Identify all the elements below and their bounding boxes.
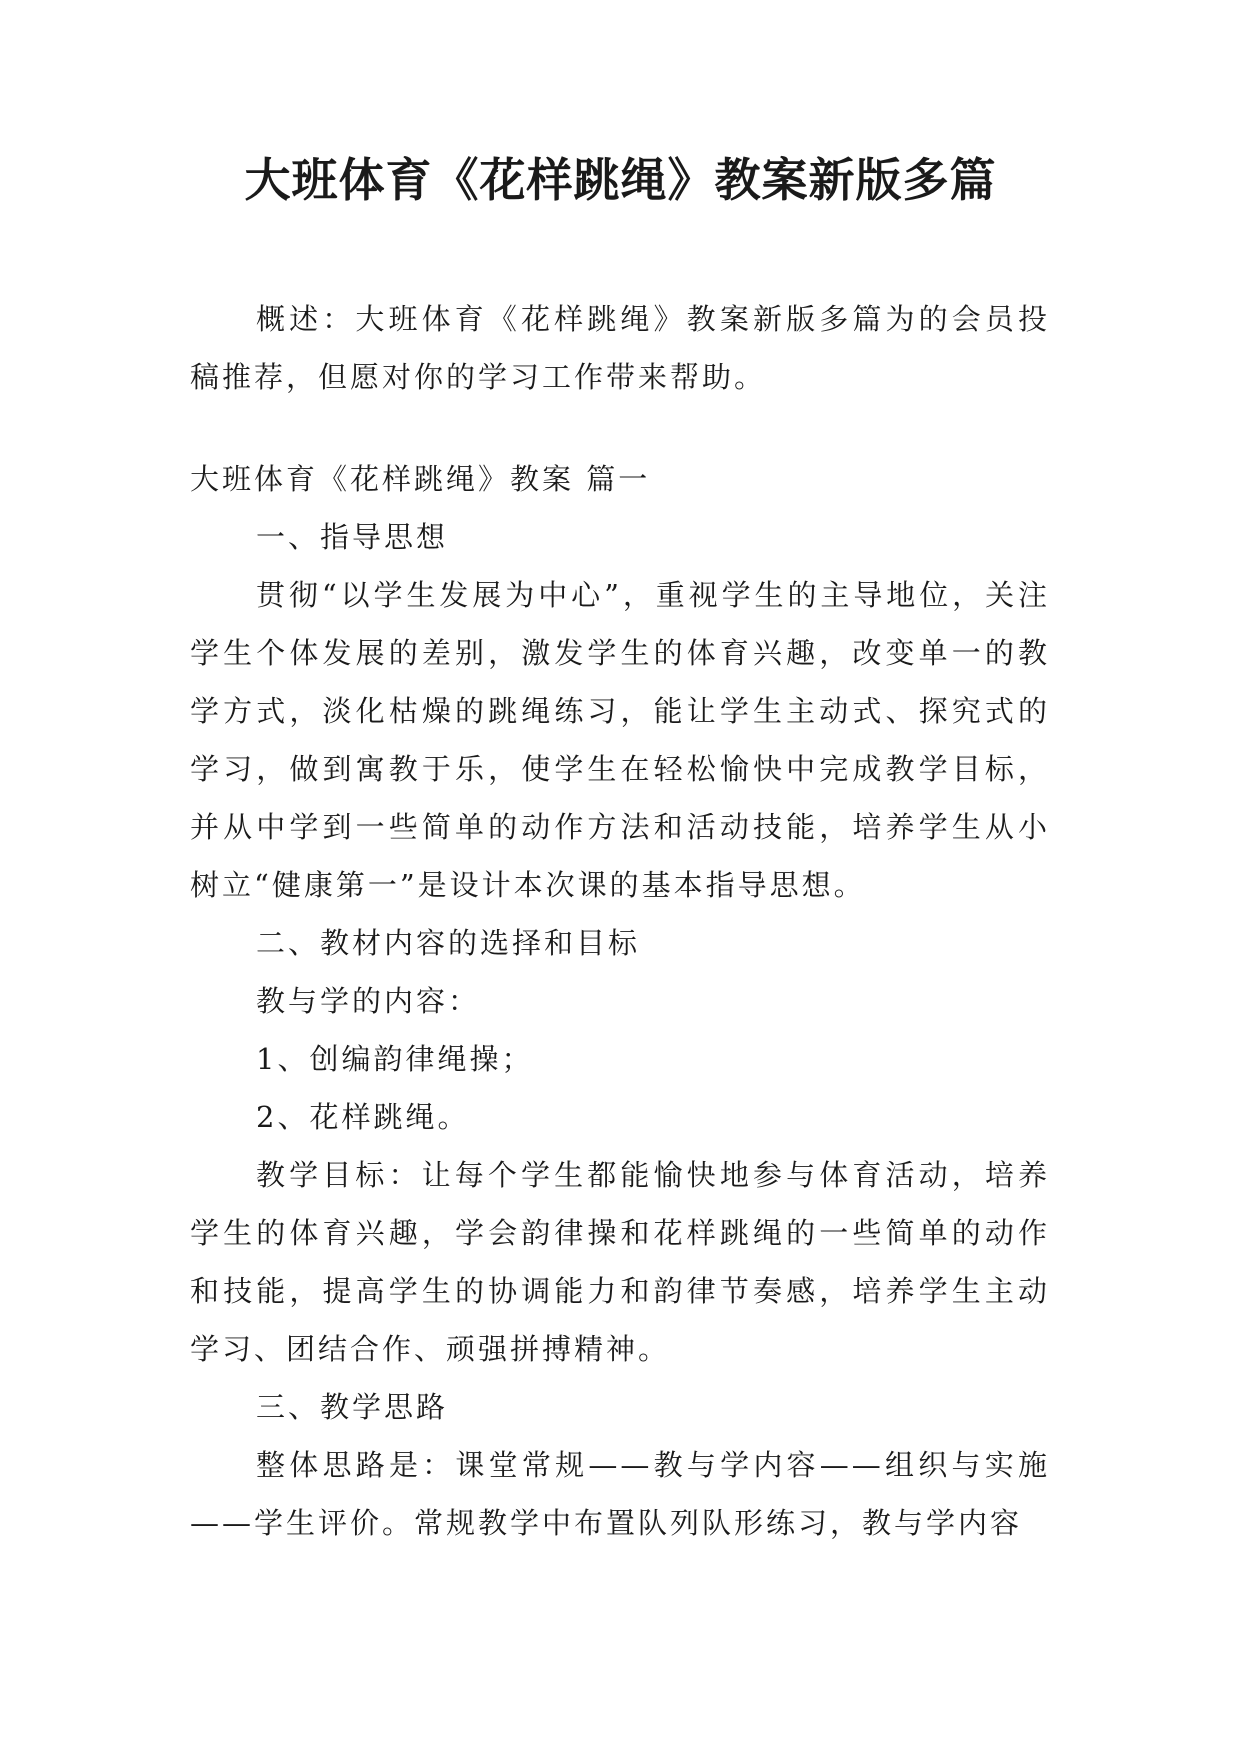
summary-paragraph: 概述：大班体育《花样跳绳》教案新版多篇为的会员投稿推荐，但愿对你的学习工作带来帮助。 — [190, 302, 1050, 394]
paragraph-teaching-approach: 整体思路是：课堂常规——教与学内容——组织与实施——学生评价。常规教学中布置队列队形练习，教与学内容 — [190, 1448, 1050, 1540]
heading-guiding-ideology: 一、指导思想 — [256, 520, 449, 554]
document-body — [190, 290, 1050, 1552]
spacer — [190, 406, 1050, 450]
paragraph-teaching-goals: 教学目标：让每个学生都能愉快地参与体育活动，培养学生的体育兴趣，学会韵律操和花样跳绳的一些简单的动作和技能，提高学生的协调能力和韵律节奏感，培养学生主动学习、团结合作、顽强拼搏精神。 — [190, 1158, 1050, 1366]
heading-teaching-approach: 三、教学思路 — [256, 1390, 449, 1424]
document-title: 大班体育《花样跳绳》教案新版多篇 — [244, 153, 997, 207]
heading-content-selection: 二、教材内容的选择和目标 — [256, 926, 641, 960]
paragraph-guiding-ideology: 贯彻“以学生发展为中心”，重视学生的主导地位，关注学生个体发展的差别，激发学生的体育兴趣，改变单一的教学方式，淡化枯燥的跳绳练习，能让学生主动式、探究式的学习，做到寓教于乐，使学生在轻松愉快中完成教学目标，并从中学到一些简单的动作方法和活动技能，培养学生从小树立“健康第一”是设计本次课的基本指导思想。 — [190, 578, 1050, 902]
section-title: 大班体育《花样跳绳》教案 篇一 — [190, 462, 651, 496]
list-item-rhythm-rope: 1、创编韵律绳操； — [256, 1042, 534, 1076]
list-item-fancy-rope: 2、花样跳绳。 — [256, 1100, 470, 1134]
paragraph-teaching-content-label: 教与学的内容： — [256, 984, 481, 1018]
